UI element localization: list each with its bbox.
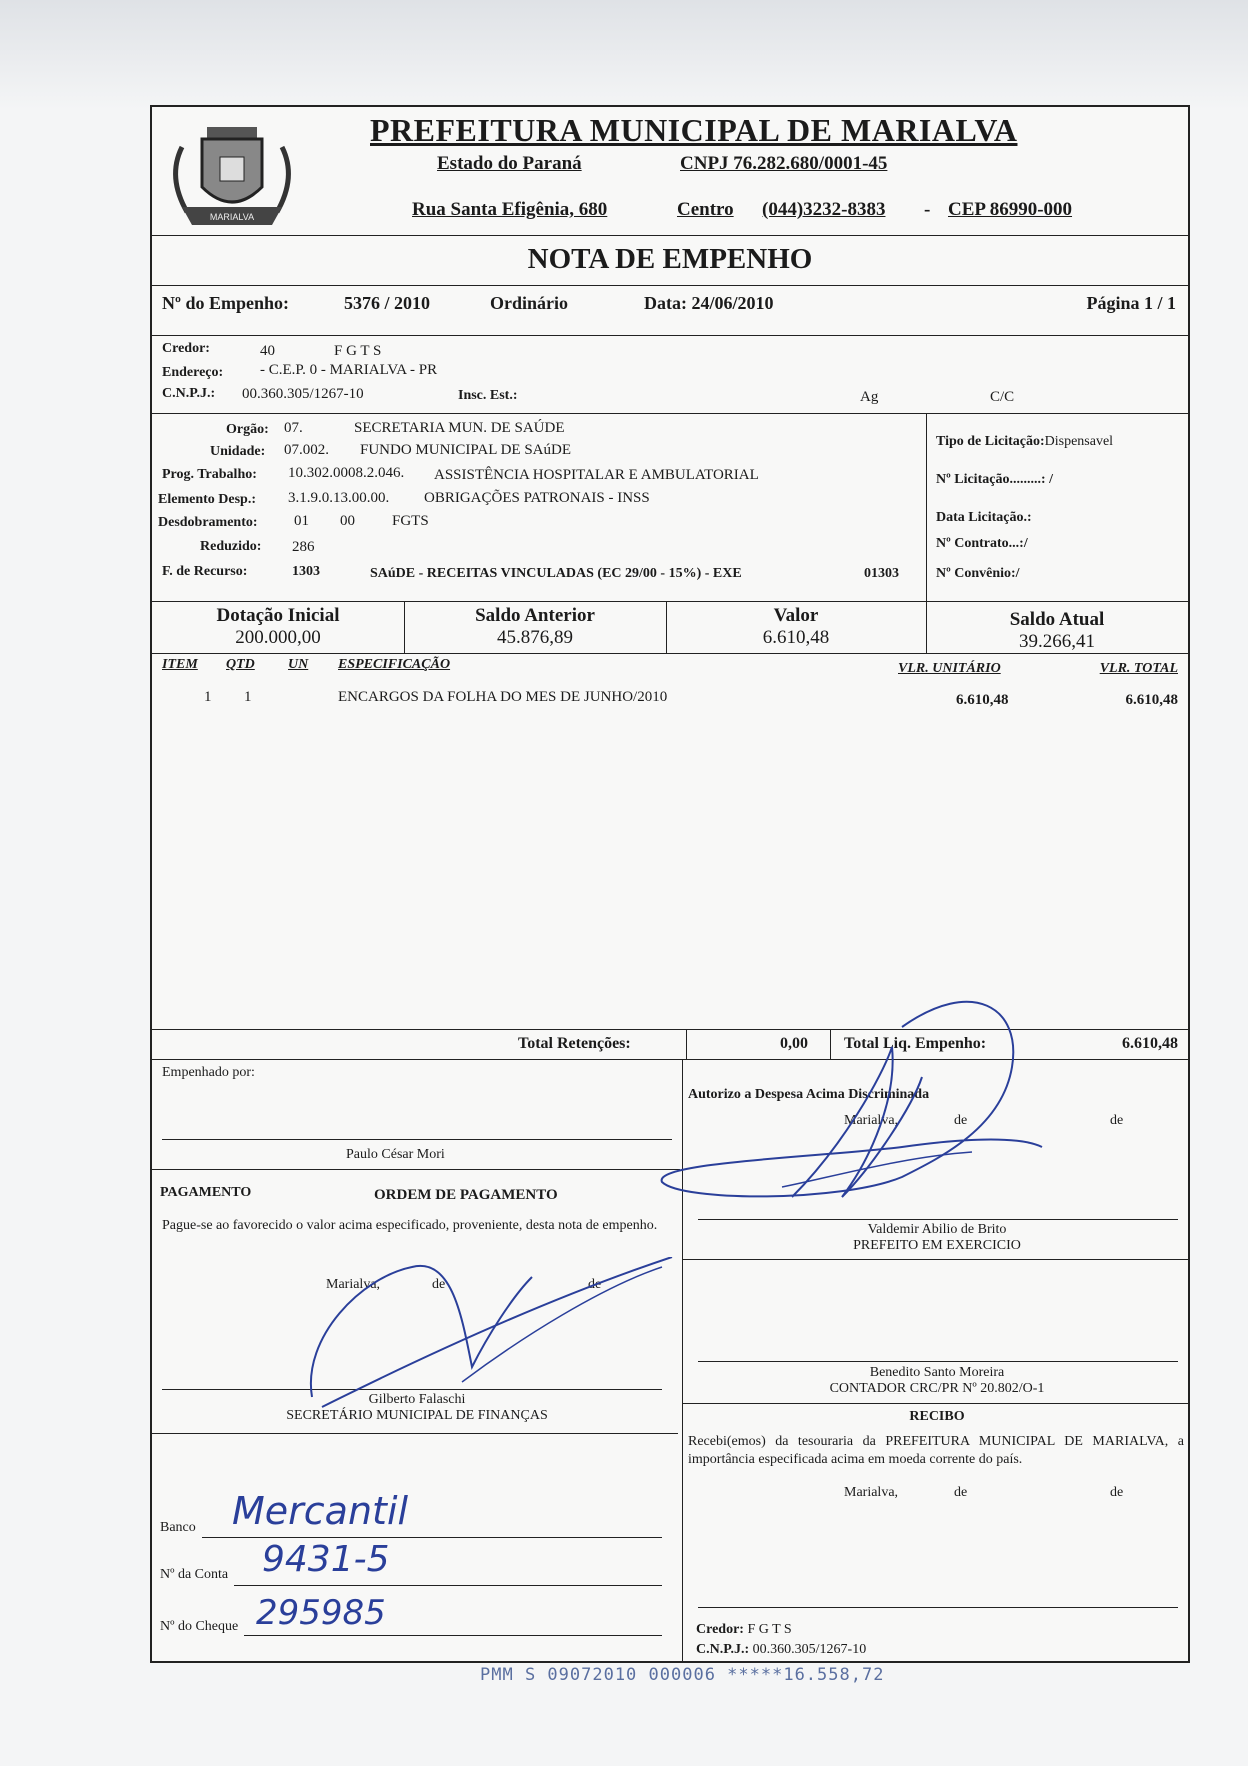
saldo-label: Valor (773, 605, 819, 626)
recurso-label: F. de Recurso: (162, 564, 248, 579)
secretario-role: SECRETÁRIO MUNICIPAL DE FINANÇAS (286, 1408, 548, 1423)
autorizo-de-1: de (954, 1113, 968, 1128)
ordem-pagamento-label: ORDEM DE PAGAMENTO (374, 1187, 558, 1203)
recurso-name: SAúDE - RECEITAS VINCULADAS (EC 29/00 - 15%) - EXE (370, 566, 742, 581)
conta-value: 9431-5 (262, 1539, 390, 1580)
banco-value: Mercantil (232, 1489, 409, 1533)
item-unit-value: 6.610,48 (956, 692, 1009, 708)
numero-contrato: Nº Contrato...:/ (936, 536, 1028, 551)
col-qtd: QTD (226, 657, 255, 672)
prog-trabalho-code: 10.302.0008.2.046. (288, 465, 405, 481)
numero-convenio: Nº Convênio:/ (936, 566, 1020, 581)
item-total-value: 6.610,48 (1125, 692, 1178, 708)
org-title: PREFEITURA MUNICIPAL DE MARIALVA (370, 112, 1018, 148)
account-label: C/C (990, 389, 1015, 405)
recurso-code-2: 01303 (864, 566, 899, 581)
recibo-de-2: de (1110, 1485, 1124, 1500)
contador-role: CONTADOR CRC/PR Nº 20.802/O-1 (829, 1381, 1045, 1396)
saldo-value: 45.876,89 (497, 627, 573, 648)
tipo-licitacao-label: Tipo de Licitação:Dispensavel (936, 434, 1114, 449)
saldo-value: 200.000,00 (235, 627, 321, 648)
elemento-label: Elemento Desp.: (158, 492, 256, 507)
saldo-label: Saldo Anterior (475, 605, 595, 626)
credor-name: F G T S (334, 343, 382, 359)
agency-label: Ag (860, 389, 879, 405)
tipo-licitacao-value: Dispensavel (1044, 434, 1114, 449)
autorizo-city: Marialva, (844, 1113, 899, 1128)
contador-name: Benedito Santo Moreira (869, 1365, 1005, 1380)
pagamento-label: PAGAMENTO (160, 1185, 252, 1200)
recibo-city: Marialva, (844, 1485, 899, 1500)
unidade-name: FUNDO MUNICIPAL DE SAúDE (360, 442, 571, 458)
prog-trabalho-name: ASSISTÊNCIA HOSPITALAR E AMBULATORIAL (434, 467, 759, 483)
col-vlr-total: VLR. TOTAL (1099, 661, 1178, 676)
col-especificacao: ESPECIFICAÇÃO (338, 657, 451, 672)
bank-stamp: PMM S 09072010 000006 *****16.558,72 (480, 1665, 885, 1685)
prefeito-name: Valdemir Abilio de Brito (867, 1222, 1007, 1237)
empenho-type: Ordinário (490, 293, 569, 313)
credor-cnpj-label: C.N.P.J.: (162, 386, 216, 401)
recibo-text: Recebi(emos) da tesouraria da PREFEITURA MUNICIPAL DE MARIALVA, a importância especificada acima em moeda corrente do país. (688, 1434, 1184, 1467)
recibo-cnpj-value: 00.360.305/1267-10 (752, 1642, 867, 1657)
item-number: 1 (204, 689, 212, 705)
empenho-number: 5376 / 2010 (344, 293, 431, 313)
unidade-label: Unidade: (210, 444, 266, 459)
saldo-atual (926, 609, 1188, 653)
endereco-value: - C.E.P. 0 - MARIALVA - PR (260, 362, 438, 378)
pagamento-de-2: de (588, 1277, 602, 1292)
saldo-anterior (404, 605, 666, 649)
saldo-value: 39.266,41 (1019, 631, 1095, 652)
total-liquido-value: 6.610,48 (1122, 1035, 1178, 1052)
empenhado-por-name: Paulo César Mori (346, 1147, 445, 1162)
org-phone: (044)3232-8383 (762, 199, 886, 220)
credor-cnpj: 00.360.305/1267-10 (242, 386, 364, 402)
pagamento-city: Marialva, (326, 1277, 381, 1292)
elemento-name: OBRIGAÇÕES PATRONAIS - INSS (424, 490, 650, 506)
org-cep: CEP 86990-000 (948, 199, 1073, 220)
total-retencoes-label: Total Retenções: (518, 1035, 631, 1052)
autorizo-label: Autorizo a Despesa Acima Discriminada (688, 1087, 930, 1102)
document-title: NOTA DE EMPENHO (527, 243, 813, 275)
col-vlr-unitario: VLR. UNITÁRIO (898, 661, 1001, 676)
conta-label: Nº da Conta (160, 1567, 229, 1582)
orgao-name: SECRETARIA MUN. DE SAÚDE (354, 420, 565, 436)
org-district: Centro (677, 199, 734, 220)
saldo-dotacao-inicial (152, 605, 404, 649)
col-un: UN (288, 657, 309, 672)
reduzido-value: 286 (292, 539, 315, 555)
saldo-label: Dotação Inicial (216, 605, 340, 626)
svg-text:MARIALVA: MARIALVA (209, 212, 255, 222)
autorizo-de-2: de (1110, 1113, 1124, 1128)
insc-est-label: Insc. Est.: (458, 388, 518, 403)
elemento-code: 3.1.9.0.13.00.00. (288, 490, 390, 506)
total-liquido-label: Total Liq. Empenho: (844, 1035, 987, 1052)
pagamento-de-1: de (432, 1277, 446, 1292)
data-licitacao: Data Licitação.: (936, 510, 1032, 525)
saldo-label: Saldo Atual (1009, 609, 1105, 630)
numero-licitacao: Nº Licitação.........: / (936, 472, 1053, 487)
banco-label: Banco (160, 1520, 196, 1535)
col-item: ITEM (162, 657, 198, 672)
credor-code: 40 (260, 343, 275, 359)
state-name: Estado do Paraná (437, 153, 582, 174)
empenhado-por-label: Empenhado por: (162, 1065, 255, 1080)
recibo-credor-label: Credor: F G T S (696, 1622, 792, 1637)
cheque-value: 295985 (256, 1593, 386, 1633)
orgao-label: Orgão: (226, 422, 269, 437)
endereco-label: Endereço: (162, 365, 224, 380)
recibo-title: RECIBO (909, 1409, 965, 1424)
item-spec: ENCARGOS DA FOLHA DO MES DE JUNHO/2010 (338, 689, 668, 705)
recibo-credor-value: F G T S (747, 1622, 792, 1637)
reduzido-label: Reduzido: (200, 539, 262, 554)
prefeito-role: PREFEITO EM EXERCICIO (853, 1238, 1021, 1253)
org-address: Rua Santa Efigênia, 680 (412, 199, 608, 220)
page-number: Página 1 / 1 (1086, 293, 1176, 313)
cheque-label: Nº do Cheque (160, 1619, 239, 1634)
recurso-code: 1303 (292, 564, 320, 579)
pagamento-text: Pague-se ao favorecido o valor acima especificado, proveniente, desta nota de empenho. (162, 1218, 658, 1233)
empenho-date: Data: 24/06/2010 (644, 293, 774, 313)
recibo-cnpj-label: C.N.P.J.: 00.360.305/1267-10 (696, 1642, 867, 1657)
org-cnpj: CNPJ 76.282.680/0001-45 (680, 153, 888, 174)
nota-de-empenho-form (150, 105, 1190, 1663)
recibo-de-1: de (954, 1485, 968, 1500)
credor-label: Credor: (162, 341, 210, 356)
secretario-name: Gilberto Falaschi (368, 1392, 466, 1407)
orgao-code: 07. (284, 420, 303, 436)
scan-shadow (0, 0, 1248, 110)
desdobramento-a: 01 (294, 513, 309, 529)
empenho-number-label: Nº do Empenho: (162, 293, 289, 313)
municipal-crest-icon (162, 107, 302, 232)
item-qtd: 1 (244, 689, 252, 705)
unidade-code: 07.002. (284, 442, 329, 458)
address-dash: - (924, 199, 931, 220)
desdobramento-label: Desdobramento: (158, 515, 258, 530)
desdobramento-name: FGTS (392, 513, 429, 529)
saldo-valor (666, 605, 926, 649)
saldo-value: 6.610,48 (762, 627, 830, 648)
total-retencoes-value: 0,00 (780, 1035, 808, 1052)
desdobramento-b: 00 (340, 513, 355, 529)
prog-trabalho-label: Prog. Trabalho: (162, 467, 257, 482)
